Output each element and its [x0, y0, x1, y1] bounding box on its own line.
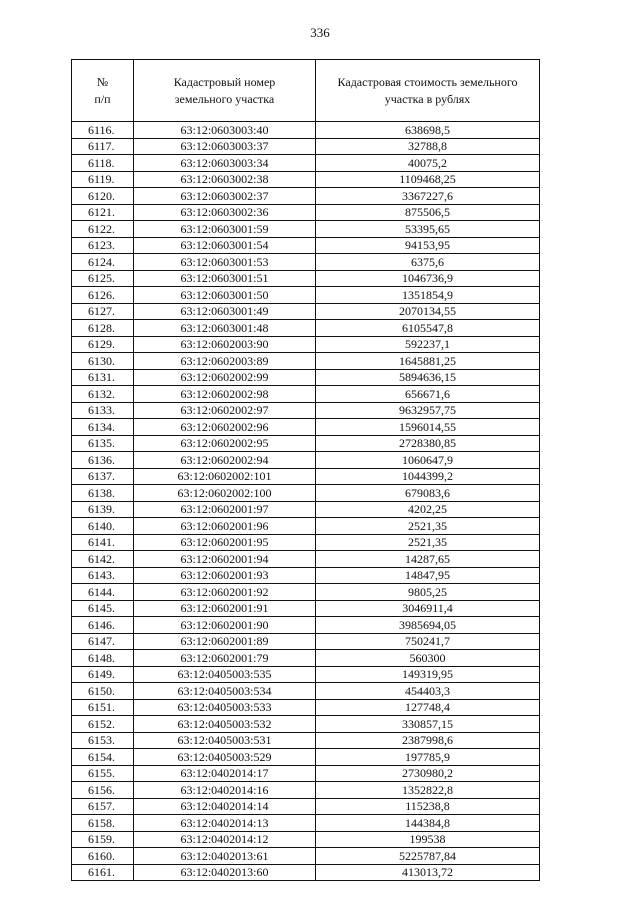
cadastral-value: 2730980,2: [316, 765, 540, 782]
cadastral-value: 6375,6: [316, 254, 540, 271]
row-number: 6159.: [72, 831, 134, 848]
row-number: 6158.: [72, 815, 134, 832]
cadastral-value: 1351854,9: [316, 287, 540, 304]
row-number: 6152.: [72, 716, 134, 733]
table-row: [72, 122, 540, 139]
table-row: [72, 732, 540, 749]
table-row: [72, 485, 540, 502]
row-number: 6119.: [72, 171, 134, 188]
row-number: 6149.: [72, 666, 134, 683]
row-number: 6139.: [72, 501, 134, 518]
row-number: 6128.: [72, 320, 134, 337]
row-number: 6116.: [72, 122, 134, 139]
cadastral-value: 560300: [316, 650, 540, 667]
cadastral-value: 638698,5: [316, 122, 540, 139]
row-number: 6153.: [72, 732, 134, 749]
cadastral-number: 63:12:0602001:93: [134, 567, 316, 584]
cadastral-number: 63:12:0402014:16: [134, 782, 316, 799]
cadastral-number: 63:12:0405003:531: [134, 732, 316, 749]
table-row: [72, 402, 540, 419]
row-number: 6161.: [72, 864, 134, 881]
row-number: 6122.: [72, 221, 134, 238]
row-number: 6136.: [72, 452, 134, 469]
cadastral-number: 63:12:0603001:53: [134, 254, 316, 271]
table-row: [72, 419, 540, 436]
row-number: 6160.: [72, 848, 134, 865]
row-number: 6135.: [72, 435, 134, 452]
table-row: [72, 138, 540, 155]
cadastral-value: 2070134,55: [316, 303, 540, 320]
table-row: [72, 551, 540, 568]
table-row: [72, 204, 540, 221]
table-row: [72, 171, 540, 188]
cadastral-number: 63:12:0603003:34: [134, 155, 316, 172]
table-row: [72, 452, 540, 469]
cadastral-number: 63:12:0402014:13: [134, 815, 316, 832]
cadastral-number: 63:12:0602003:89: [134, 353, 316, 370]
cadastral-value: 4202,25: [316, 501, 540, 518]
table-row: [72, 716, 540, 733]
row-number: 6127.: [72, 303, 134, 320]
row-number: 6140.: [72, 518, 134, 535]
row-number: 6143.: [72, 567, 134, 584]
cadastral-value: 1060647,9: [316, 452, 540, 469]
cadastral-number: 63:12:0405003:529: [134, 749, 316, 766]
cadastral-value: 656671,6: [316, 386, 540, 403]
cadastral-value: 2521,35: [316, 518, 540, 535]
cadastral-value: 9632957,75: [316, 402, 540, 419]
table-row: [72, 254, 540, 271]
table-row: [72, 699, 540, 716]
cadastral-number: 63:12:0603001:50: [134, 287, 316, 304]
row-number: 6157.: [72, 798, 134, 815]
row-number: 6147.: [72, 633, 134, 650]
table-row: [72, 650, 540, 667]
cadastral-value: 1596014,55: [316, 419, 540, 436]
row-number: 6146.: [72, 617, 134, 634]
cadastral-value: 3367227,6: [316, 188, 540, 205]
cadastral-value: 1352822,8: [316, 782, 540, 799]
table-row: [72, 320, 540, 337]
cadastral-value: 454403,3: [316, 683, 540, 700]
table-row: [72, 435, 540, 452]
cadastral-value: 199538: [316, 831, 540, 848]
table-row: [72, 237, 540, 254]
cadastral-value: 53395,65: [316, 221, 540, 238]
table-row: [72, 831, 540, 848]
row-number: 6132.: [72, 386, 134, 403]
row-number: 6145.: [72, 600, 134, 617]
row-number: 6155.: [72, 765, 134, 782]
cadastral-number: 63:12:0405003:533: [134, 699, 316, 716]
cadastral-number: 63:12:0603002:38: [134, 171, 316, 188]
row-number: 6137.: [72, 468, 134, 485]
table-row: [72, 468, 540, 485]
table-row: [72, 782, 540, 799]
row-number: 6133.: [72, 402, 134, 419]
cadastral-number: 63:12:0602001:96: [134, 518, 316, 535]
cadastral-value: 144384,8: [316, 815, 540, 832]
table-row: [72, 765, 540, 782]
row-number: 6154.: [72, 749, 134, 766]
cadastral-number: 63:12:0602002:94: [134, 452, 316, 469]
table-header-row: [72, 60, 540, 122]
table-row: [72, 600, 540, 617]
table-body: [72, 122, 540, 881]
table-row: [72, 270, 540, 287]
cadastral-number: 63:12:0603001:54: [134, 237, 316, 254]
cadastral-value: 413013,72: [316, 864, 540, 881]
cadastral-number: 63:12:0405003:534: [134, 683, 316, 700]
cadastral-number: 63:12:0405003:532: [134, 716, 316, 733]
cadastral-number: 63:12:0402013:60: [134, 864, 316, 881]
cadastral-value: 3046911,4: [316, 600, 540, 617]
cadastral-number: 63:12:0602002:95: [134, 435, 316, 452]
cadastral-value: 875506,5: [316, 204, 540, 221]
header-cadastral-number: Кадастровый номер земельного участка: [134, 60, 316, 122]
row-number: 6131.: [72, 369, 134, 386]
cadastral-number: 63:12:0402013:61: [134, 848, 316, 865]
row-number: 6125.: [72, 270, 134, 287]
cadastral-value: 115238,8: [316, 798, 540, 815]
cadastral-value: 1046736,9: [316, 270, 540, 287]
cadastral-value: 1044399,2: [316, 468, 540, 485]
table-row: [72, 303, 540, 320]
cadastral-value: 330857,15: [316, 716, 540, 733]
cadastral-value: 1109468,25: [316, 171, 540, 188]
cadastral-number: 63:12:0602001:97: [134, 501, 316, 518]
table-row: [72, 369, 540, 386]
cadastral-value: 6105547,8: [316, 320, 540, 337]
cadastral-number: 63:12:0602002:101: [134, 468, 316, 485]
cadastral-number: 63:12:0405003:535: [134, 666, 316, 683]
table-row: [72, 336, 540, 353]
cadastral-value: 14287,65: [316, 551, 540, 568]
cadastral-value: 197785,9: [316, 749, 540, 766]
cadastral-value: 149319,95: [316, 666, 540, 683]
cadastral-number: 63:12:0603003:37: [134, 138, 316, 155]
cadastral-number: 63:12:0603001:49: [134, 303, 316, 320]
cadastral-value: 40075,2: [316, 155, 540, 172]
cadastral-number: 63:12:0603001:59: [134, 221, 316, 238]
cadastral-number: 63:12:0602001:79: [134, 650, 316, 667]
table-row: [72, 567, 540, 584]
row-number: 6117.: [72, 138, 134, 155]
row-number: 6126.: [72, 287, 134, 304]
cadastral-number: 63:12:0602001:91: [134, 600, 316, 617]
table-row: [72, 584, 540, 601]
table-row: [72, 353, 540, 370]
row-number: 6142.: [72, 551, 134, 568]
cadastral-value-table: [71, 59, 540, 881]
row-number: 6134.: [72, 419, 134, 436]
cadastral-number: 63:12:0603001:51: [134, 270, 316, 287]
table-row: [72, 666, 540, 683]
table-row: [72, 815, 540, 832]
cadastral-number: 63:12:0602002:96: [134, 419, 316, 436]
table-row: [72, 518, 540, 535]
cadastral-value: 127748,4: [316, 699, 540, 716]
row-number: 6121.: [72, 204, 134, 221]
cadastral-number: 63:12:0602002:99: [134, 369, 316, 386]
table-row: [72, 386, 540, 403]
row-number: 6129.: [72, 336, 134, 353]
cadastral-number: 63:12:0602002:97: [134, 402, 316, 419]
page-number: 336: [310, 25, 330, 40]
table-row: [72, 848, 540, 865]
cadastral-value: 2387998,6: [316, 732, 540, 749]
row-number: 6130.: [72, 353, 134, 370]
cadastral-number: 63:12:0602001:92: [134, 584, 316, 601]
table-row: [72, 501, 540, 518]
row-number: 6124.: [72, 254, 134, 271]
row-number: 6123.: [72, 237, 134, 254]
cadastral-number: 63:12:0603002:36: [134, 204, 316, 221]
cadastral-value: 592237,1: [316, 336, 540, 353]
header-cadastral-value: Кадастровая стоимость земельного участка в рублях: [316, 60, 540, 122]
cadastral-value: 2521,35: [316, 534, 540, 551]
row-number: 6156.: [72, 782, 134, 799]
cadastral-value: 1645881,25: [316, 353, 540, 370]
table-row: [72, 221, 540, 238]
cadastral-value: 14847,95: [316, 567, 540, 584]
row-number: 6141.: [72, 534, 134, 551]
table-row: [72, 617, 540, 634]
table-row: [72, 683, 540, 700]
cadastral-number: 63:12:0402014:17: [134, 765, 316, 782]
cadastral-value: 750241,7: [316, 633, 540, 650]
cadastral-number: 63:12:0602001:95: [134, 534, 316, 551]
row-number: 6138.: [72, 485, 134, 502]
table-row: [72, 798, 540, 815]
cadastral-value: 679083,6: [316, 485, 540, 502]
table-row: [72, 188, 540, 205]
cadastral-number: 63:12:0602001:94: [134, 551, 316, 568]
cadastral-value: 2728380,85: [316, 435, 540, 452]
header-number: № п/п: [72, 60, 134, 122]
cadastral-number: 63:12:0602003:90: [134, 336, 316, 353]
row-number: 6150.: [72, 683, 134, 700]
cadastral-value: 5225787,84: [316, 848, 540, 865]
cadastral-number: 63:12:0402014:14: [134, 798, 316, 815]
row-number: 6151.: [72, 699, 134, 716]
table-row: [72, 287, 540, 304]
table-row: [72, 534, 540, 551]
cadastral-number: 63:12:0402014:12: [134, 831, 316, 848]
cadastral-number: 63:12:0602002:100: [134, 485, 316, 502]
table-row: [72, 749, 540, 766]
cadastral-number: 63:12:0602001:89: [134, 633, 316, 650]
cadastral-value: 3985694,05: [316, 617, 540, 634]
cadastral-number: 63:12:0603002:37: [134, 188, 316, 205]
cadastral-number: 63:12:0603001:48: [134, 320, 316, 337]
cadastral-value: 32788,8: [316, 138, 540, 155]
cadastral-number: 63:12:0602002:98: [134, 386, 316, 403]
cadastral-value: 9805,25: [316, 584, 540, 601]
table-row: [72, 633, 540, 650]
row-number: 6148.: [72, 650, 134, 667]
cadastral-number: 63:12:0602001:90: [134, 617, 316, 634]
cadastral-value: 94153,95: [316, 237, 540, 254]
cadastral-number: 63:12:0603003:40: [134, 122, 316, 139]
cadastral-value: 5894636,15: [316, 369, 540, 386]
row-number: 6144.: [72, 584, 134, 601]
table-row: [72, 155, 540, 172]
row-number: 6120.: [72, 188, 134, 205]
row-number: 6118.: [72, 155, 134, 172]
table-row: [72, 864, 540, 881]
